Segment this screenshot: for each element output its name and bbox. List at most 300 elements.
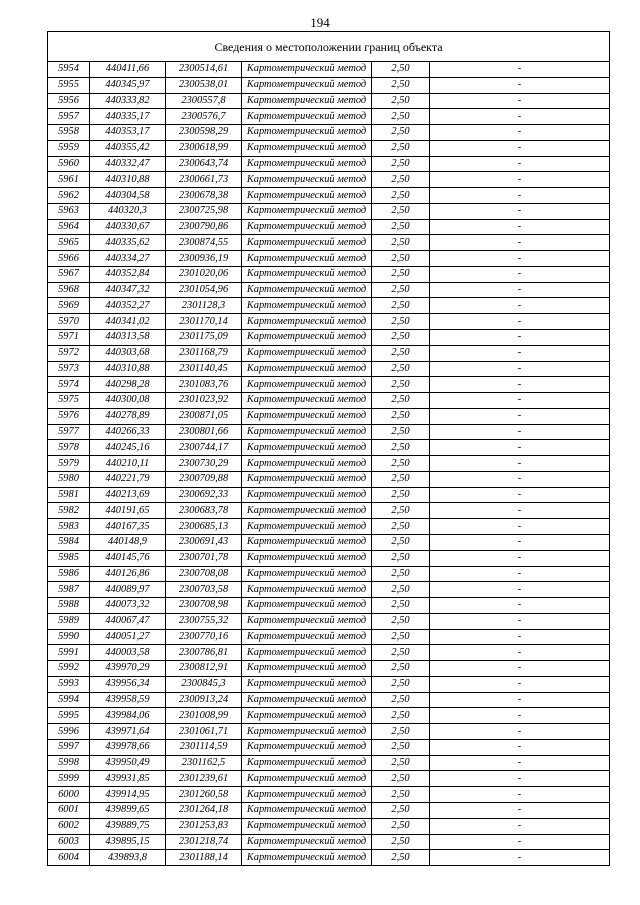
x-coordinate-cell: 440245,16 <box>90 440 166 456</box>
method-cell: Картометрический метод <box>242 566 372 582</box>
accuracy-cell: 2,50 <box>372 330 430 346</box>
accuracy-cell: 2,50 <box>372 566 430 582</box>
table-row <box>48 77 610 93</box>
method-cell: Картометрический метод <box>242 393 372 409</box>
x-coordinate-cell: 440341,02 <box>90 314 166 330</box>
y-coordinate-cell: 2300557,8 <box>166 93 242 109</box>
point-number-cell: 5987 <box>48 582 90 598</box>
table-row <box>48 298 610 314</box>
accuracy-cell: 2,50 <box>372 850 430 866</box>
table-row <box>48 834 610 850</box>
description-cell: - <box>430 755 610 771</box>
point-number-cell: 5964 <box>48 219 90 235</box>
table-row <box>48 582 610 598</box>
description-cell: - <box>430 77 610 93</box>
x-coordinate-cell: 440355,42 <box>90 140 166 156</box>
y-coordinate-cell: 2300801,66 <box>166 424 242 440</box>
description-cell: - <box>430 598 610 614</box>
x-coordinate-cell: 439958,59 <box>90 692 166 708</box>
accuracy-cell: 2,50 <box>372 534 430 550</box>
table-row <box>48 62 610 78</box>
x-coordinate-cell: 440330,67 <box>90 219 166 235</box>
description-cell: - <box>430 172 610 188</box>
accuracy-cell: 2,50 <box>372 598 430 614</box>
description-cell: - <box>430 724 610 740</box>
method-cell: Картометрический метод <box>242 818 372 834</box>
point-number-cell: 5991 <box>48 645 90 661</box>
table-row <box>48 156 610 172</box>
point-number-cell: 5982 <box>48 503 90 519</box>
x-coordinate-cell: 439956,34 <box>90 676 166 692</box>
x-coordinate-cell: 439978,66 <box>90 739 166 755</box>
x-coordinate-cell: 440266,33 <box>90 424 166 440</box>
y-coordinate-cell: 2301260,58 <box>166 787 242 803</box>
description-cell: - <box>430 377 610 393</box>
y-coordinate-cell: 2300701,78 <box>166 550 242 566</box>
method-cell: Картометрический метод <box>242 503 372 519</box>
x-coordinate-cell: 440067,47 <box>90 613 166 629</box>
accuracy-cell: 2,50 <box>372 834 430 850</box>
method-cell: Картометрический метод <box>242 62 372 78</box>
x-coordinate-cell: 439889,75 <box>90 818 166 834</box>
description-cell: - <box>430 613 610 629</box>
description-cell: - <box>430 787 610 803</box>
y-coordinate-cell: 2300683,78 <box>166 503 242 519</box>
y-coordinate-cell: 2300786,81 <box>166 645 242 661</box>
table-row <box>48 393 610 409</box>
description-cell: - <box>430 519 610 535</box>
x-coordinate-cell: 440353,17 <box>90 125 166 141</box>
description-cell: - <box>430 298 610 314</box>
table-row <box>48 818 610 834</box>
x-coordinate-cell: 439893,8 <box>90 850 166 866</box>
point-number-cell: 6001 <box>48 802 90 818</box>
point-number-cell: 5985 <box>48 550 90 566</box>
accuracy-cell: 2,50 <box>372 692 430 708</box>
method-cell: Картометрический метод <box>242 598 372 614</box>
y-coordinate-cell: 2301253,83 <box>166 818 242 834</box>
table-row <box>48 188 610 204</box>
point-number-cell: 5995 <box>48 708 90 724</box>
method-cell: Картометрический метод <box>242 676 372 692</box>
method-cell: Картометрический метод <box>242 802 372 818</box>
point-number-cell: 5963 <box>48 203 90 219</box>
accuracy-cell: 2,50 <box>372 282 430 298</box>
accuracy-cell: 2,50 <box>372 550 430 566</box>
y-coordinate-cell: 2300703,58 <box>166 582 242 598</box>
method-cell: Картометрический метод <box>242 519 372 535</box>
x-coordinate-cell: 439899,65 <box>90 802 166 818</box>
section-title-row <box>48 32 610 62</box>
method-cell: Картометрический метод <box>242 282 372 298</box>
method-cell: Картометрический метод <box>242 708 372 724</box>
accuracy-cell: 2,50 <box>372 140 430 156</box>
y-coordinate-cell: 2301054,96 <box>166 282 242 298</box>
accuracy-cell: 2,50 <box>372 172 430 188</box>
accuracy-cell: 2,50 <box>372 408 430 424</box>
table-row <box>48 755 610 771</box>
table-row <box>48 802 610 818</box>
description-cell: - <box>430 235 610 251</box>
y-coordinate-cell: 2300618,99 <box>166 140 242 156</box>
y-coordinate-cell: 2300936,19 <box>166 251 242 267</box>
accuracy-cell: 2,50 <box>372 755 430 771</box>
table-row <box>48 850 610 866</box>
point-number-cell: 5966 <box>48 251 90 267</box>
description-cell: - <box>430 834 610 850</box>
x-coordinate-cell: 439984,06 <box>90 708 166 724</box>
accuracy-cell: 2,50 <box>372 818 430 834</box>
method-cell: Картометрический метод <box>242 755 372 771</box>
x-coordinate-cell: 440167,35 <box>90 519 166 535</box>
description-cell: - <box>430 802 610 818</box>
table-row <box>48 771 610 787</box>
table-row <box>48 235 610 251</box>
accuracy-cell: 2,50 <box>372 487 430 503</box>
point-number-cell: 5988 <box>48 598 90 614</box>
y-coordinate-cell: 2301140,45 <box>166 361 242 377</box>
table-row <box>48 550 610 566</box>
description-cell: - <box>430 440 610 456</box>
table-row <box>48 282 610 298</box>
x-coordinate-cell: 440089,97 <box>90 582 166 598</box>
x-coordinate-cell: 440051,27 <box>90 629 166 645</box>
point-number-cell: 5954 <box>48 62 90 78</box>
table-row <box>48 345 610 361</box>
table-row <box>48 613 610 629</box>
y-coordinate-cell: 2300708,98 <box>166 598 242 614</box>
method-cell: Картометрический метод <box>242 345 372 361</box>
point-number-cell: 5992 <box>48 661 90 677</box>
point-number-cell: 5975 <box>48 393 90 409</box>
table-row <box>48 251 610 267</box>
description-cell: - <box>430 93 610 109</box>
point-number-cell: 5983 <box>48 519 90 535</box>
point-number-cell: 6003 <box>48 834 90 850</box>
y-coordinate-cell: 2300871,05 <box>166 408 242 424</box>
accuracy-cell: 2,50 <box>372 93 430 109</box>
point-number-cell: 5996 <box>48 724 90 740</box>
point-number-cell: 5998 <box>48 755 90 771</box>
x-coordinate-cell: 440073,32 <box>90 598 166 614</box>
point-number-cell: 5970 <box>48 314 90 330</box>
point-number-cell: 5999 <box>48 771 90 787</box>
description-cell: - <box>430 203 610 219</box>
table-row <box>48 140 610 156</box>
y-coordinate-cell: 2301264,18 <box>166 802 242 818</box>
description-cell: - <box>430 125 610 141</box>
y-coordinate-cell: 2301083,76 <box>166 377 242 393</box>
y-coordinate-cell: 2300730,29 <box>166 456 242 472</box>
point-number-cell: 5997 <box>48 739 90 755</box>
x-coordinate-cell: 440126,86 <box>90 566 166 582</box>
table-row <box>48 377 610 393</box>
description-cell: - <box>430 219 610 235</box>
x-coordinate-cell: 440352,84 <box>90 266 166 282</box>
point-number-cell: 5980 <box>48 471 90 487</box>
boundary-coordinates-table <box>47 31 610 866</box>
y-coordinate-cell: 2301239,61 <box>166 771 242 787</box>
method-cell: Картометрический метод <box>242 172 372 188</box>
description-cell: - <box>430 456 610 472</box>
description-cell: - <box>430 330 610 346</box>
x-coordinate-cell: 440345,97 <box>90 77 166 93</box>
x-coordinate-cell: 440313,58 <box>90 330 166 346</box>
point-number-cell: 5989 <box>48 613 90 629</box>
description-cell: - <box>430 251 610 267</box>
table-row <box>48 172 610 188</box>
point-number-cell: 5990 <box>48 629 90 645</box>
y-coordinate-cell: 2300678,38 <box>166 188 242 204</box>
point-number-cell: 5955 <box>48 77 90 93</box>
table-row <box>48 503 610 519</box>
table-row <box>48 424 610 440</box>
y-coordinate-cell: 2300708,08 <box>166 566 242 582</box>
accuracy-cell: 2,50 <box>372 109 430 125</box>
description-cell: - <box>430 188 610 204</box>
accuracy-cell: 2,50 <box>372 188 430 204</box>
method-cell: Картометрический метод <box>242 724 372 740</box>
accuracy-cell: 2,50 <box>372 440 430 456</box>
y-coordinate-cell: 2301061,71 <box>166 724 242 740</box>
accuracy-cell: 2,50 <box>372 361 430 377</box>
y-coordinate-cell: 2300755,32 <box>166 613 242 629</box>
y-coordinate-cell: 2301128,3 <box>166 298 242 314</box>
point-number-cell: 5967 <box>48 266 90 282</box>
method-cell: Картометрический метод <box>242 613 372 629</box>
accuracy-cell: 2,50 <box>372 661 430 677</box>
point-number-cell: 5973 <box>48 361 90 377</box>
y-coordinate-cell: 2300744,17 <box>166 440 242 456</box>
method-cell: Картометрический метод <box>242 771 372 787</box>
method-cell: Картометрический метод <box>242 188 372 204</box>
method-cell: Картометрический метод <box>242 361 372 377</box>
point-number-cell: 5974 <box>48 377 90 393</box>
description-cell: - <box>430 408 610 424</box>
method-cell: Картометрический метод <box>242 125 372 141</box>
page-number: 194 <box>310 15 330 30</box>
x-coordinate-cell: 440320,3 <box>90 203 166 219</box>
method-cell: Картометрический метод <box>242 251 372 267</box>
y-coordinate-cell: 2301170,14 <box>166 314 242 330</box>
accuracy-cell: 2,50 <box>372 219 430 235</box>
description-cell: - <box>430 550 610 566</box>
accuracy-cell: 2,50 <box>372 298 430 314</box>
table-row <box>48 692 610 708</box>
accuracy-cell: 2,50 <box>372 345 430 361</box>
y-coordinate-cell: 2300709,88 <box>166 471 242 487</box>
y-coordinate-cell: 2301023,92 <box>166 393 242 409</box>
accuracy-cell: 2,50 <box>372 314 430 330</box>
y-coordinate-cell: 2301175,09 <box>166 330 242 346</box>
point-number-cell: 5981 <box>48 487 90 503</box>
point-number-cell: 5965 <box>48 235 90 251</box>
point-number-cell: 5972 <box>48 345 90 361</box>
table-row <box>48 661 610 677</box>
description-cell: - <box>430 424 610 440</box>
y-coordinate-cell: 2300770,16 <box>166 629 242 645</box>
x-coordinate-cell: 440333,82 <box>90 93 166 109</box>
x-coordinate-cell: 440332,47 <box>90 156 166 172</box>
accuracy-cell: 2,50 <box>372 519 430 535</box>
x-coordinate-cell: 439970,29 <box>90 661 166 677</box>
description-cell: - <box>430 140 610 156</box>
point-number-cell: 5994 <box>48 692 90 708</box>
method-cell: Картометрический метод <box>242 424 372 440</box>
y-coordinate-cell: 2301188,14 <box>166 850 242 866</box>
y-coordinate-cell: 2300661,73 <box>166 172 242 188</box>
method-cell: Картометрический метод <box>242 203 372 219</box>
point-number-cell: 5984 <box>48 534 90 550</box>
accuracy-cell: 2,50 <box>372 802 430 818</box>
accuracy-cell: 2,50 <box>372 203 430 219</box>
point-number-cell: 5971 <box>48 330 90 346</box>
table-row <box>48 314 610 330</box>
description-cell: - <box>430 109 610 125</box>
y-coordinate-cell: 2301168,79 <box>166 345 242 361</box>
accuracy-cell: 2,50 <box>372 251 430 267</box>
x-coordinate-cell: 440352,27 <box>90 298 166 314</box>
description-cell: - <box>430 771 610 787</box>
x-coordinate-cell: 440213,69 <box>90 487 166 503</box>
description-cell: - <box>430 393 610 409</box>
y-coordinate-cell: 2300790,86 <box>166 219 242 235</box>
table-row <box>48 330 610 346</box>
method-cell: Картометрический метод <box>242 834 372 850</box>
table-row <box>48 708 610 724</box>
method-cell: Картометрический метод <box>242 408 372 424</box>
table-row <box>48 724 610 740</box>
y-coordinate-cell: 2300538,01 <box>166 77 242 93</box>
x-coordinate-cell: 440210,11 <box>90 456 166 472</box>
accuracy-cell: 2,50 <box>372 471 430 487</box>
x-coordinate-cell: 439931,85 <box>90 771 166 787</box>
table-row <box>48 109 610 125</box>
accuracy-cell: 2,50 <box>372 645 430 661</box>
table-row <box>48 598 610 614</box>
accuracy-cell: 2,50 <box>372 424 430 440</box>
table-row <box>48 456 610 472</box>
point-number-cell: 5979 <box>48 456 90 472</box>
x-coordinate-cell: 440411,66 <box>90 62 166 78</box>
description-cell: - <box>430 661 610 677</box>
x-coordinate-cell: 440300,08 <box>90 393 166 409</box>
table-row <box>48 219 610 235</box>
method-cell: Картометрический метод <box>242 787 372 803</box>
y-coordinate-cell: 2300725,98 <box>166 203 242 219</box>
method-cell: Картометрический метод <box>242 156 372 172</box>
table-row <box>48 519 610 535</box>
method-cell: Картометрический метод <box>242 440 372 456</box>
x-coordinate-cell: 440303,68 <box>90 345 166 361</box>
x-coordinate-cell: 439895,15 <box>90 834 166 850</box>
x-coordinate-cell: 440335,17 <box>90 109 166 125</box>
accuracy-cell: 2,50 <box>372 456 430 472</box>
method-cell: Картометрический метод <box>242 582 372 598</box>
y-coordinate-cell: 2301162,5 <box>166 755 242 771</box>
point-number-cell: 6004 <box>48 850 90 866</box>
description-cell: - <box>430 471 610 487</box>
method-cell: Картометрический метод <box>242 645 372 661</box>
accuracy-cell: 2,50 <box>372 787 430 803</box>
point-number-cell: 5968 <box>48 282 90 298</box>
accuracy-cell: 2,50 <box>372 377 430 393</box>
table-row <box>48 125 610 141</box>
description-cell: - <box>430 487 610 503</box>
method-cell: Картометрический метод <box>242 550 372 566</box>
y-coordinate-cell: 2300576,7 <box>166 109 242 125</box>
point-number-cell: 5986 <box>48 566 90 582</box>
point-number-cell: 5958 <box>48 125 90 141</box>
point-number-cell: 5977 <box>48 424 90 440</box>
x-coordinate-cell: 440191,65 <box>90 503 166 519</box>
description-cell: - <box>430 818 610 834</box>
description-cell: - <box>430 676 610 692</box>
method-cell: Картометрический метод <box>242 266 372 282</box>
method-cell: Картометрический метод <box>242 235 372 251</box>
accuracy-cell: 2,50 <box>372 708 430 724</box>
point-number-cell: 5957 <box>48 109 90 125</box>
description-cell: - <box>430 314 610 330</box>
point-number-cell: 5978 <box>48 440 90 456</box>
accuracy-cell: 2,50 <box>372 503 430 519</box>
y-coordinate-cell: 2300598,29 <box>166 125 242 141</box>
method-cell: Картометрический метод <box>242 219 372 235</box>
method-cell: Картометрический метод <box>242 692 372 708</box>
x-coordinate-cell: 440310,88 <box>90 172 166 188</box>
description-cell: - <box>430 503 610 519</box>
description-cell: - <box>430 645 610 661</box>
accuracy-cell: 2,50 <box>372 235 430 251</box>
accuracy-cell: 2,50 <box>372 62 430 78</box>
table-row <box>48 534 610 550</box>
x-coordinate-cell: 440148,9 <box>90 534 166 550</box>
accuracy-cell: 2,50 <box>372 125 430 141</box>
description-cell: - <box>430 850 610 866</box>
x-coordinate-cell: 439950,49 <box>90 755 166 771</box>
y-coordinate-cell: 2301114,59 <box>166 739 242 755</box>
description-cell: - <box>430 266 610 282</box>
accuracy-cell: 2,50 <box>372 629 430 645</box>
method-cell: Картометрический метод <box>242 93 372 109</box>
method-cell: Картометрический метод <box>242 629 372 645</box>
y-coordinate-cell: 2300685,13 <box>166 519 242 535</box>
y-coordinate-cell: 2301218,74 <box>166 834 242 850</box>
point-number-cell: 5969 <box>48 298 90 314</box>
method-cell: Картометрический метод <box>242 77 372 93</box>
description-cell: - <box>430 156 610 172</box>
x-coordinate-cell: 440310,88 <box>90 361 166 377</box>
description-cell: - <box>430 361 610 377</box>
table-row <box>48 408 610 424</box>
x-coordinate-cell: 440335,62 <box>90 235 166 251</box>
x-coordinate-cell: 440334,27 <box>90 251 166 267</box>
y-coordinate-cell: 2301020,06 <box>166 266 242 282</box>
description-cell: - <box>430 282 610 298</box>
y-coordinate-cell: 2300691,43 <box>166 534 242 550</box>
point-number-cell: 5960 <box>48 156 90 172</box>
description-cell: - <box>430 345 610 361</box>
y-coordinate-cell: 2300692,33 <box>166 487 242 503</box>
accuracy-cell: 2,50 <box>372 266 430 282</box>
x-coordinate-cell: 440221,79 <box>90 471 166 487</box>
table-row <box>48 739 610 755</box>
table-body <box>48 62 610 866</box>
method-cell: Картометрический метод <box>242 298 372 314</box>
description-cell: - <box>430 582 610 598</box>
accuracy-cell: 2,50 <box>372 156 430 172</box>
table-row <box>48 787 610 803</box>
